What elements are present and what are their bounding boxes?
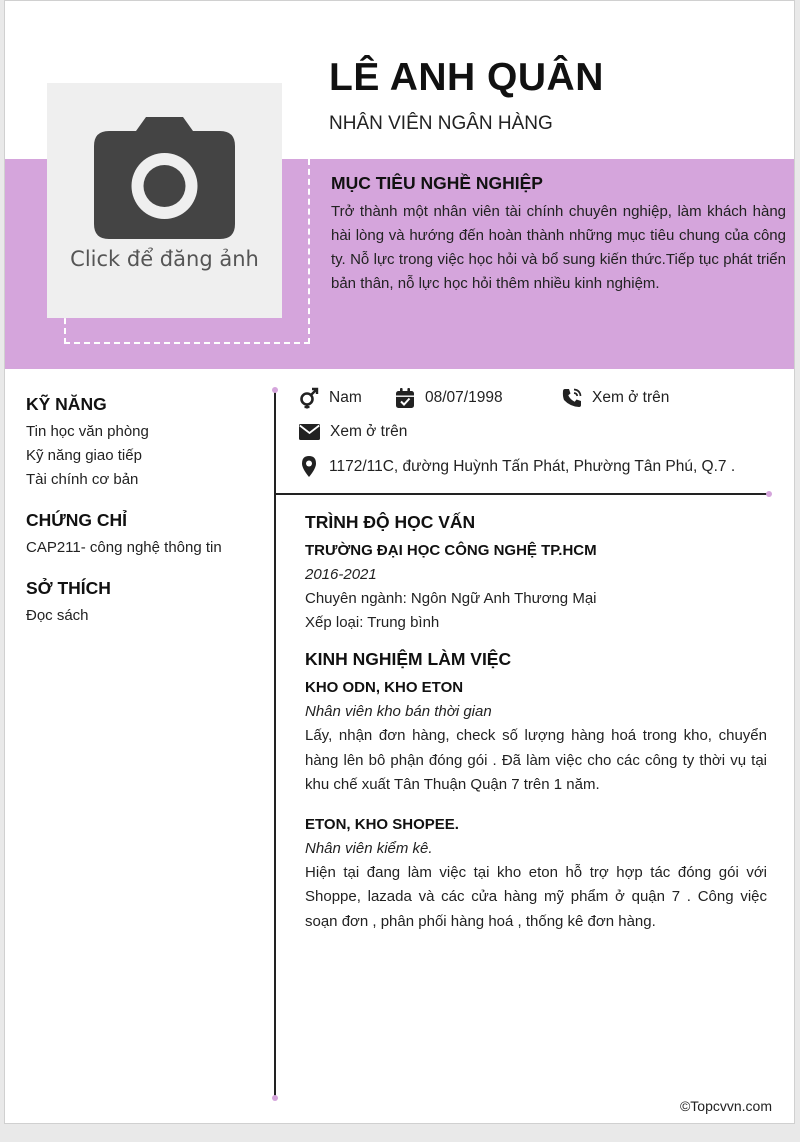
education-section xyxy=(305,512,767,635)
skills-title: KỸ NĂNG xyxy=(26,394,107,414)
candidate-name: LÊ ANH QUÂN xyxy=(329,56,604,99)
education-rank: Xếp loại: Trung bình xyxy=(305,614,440,631)
gender-row xyxy=(298,387,362,409)
location-pin-icon xyxy=(298,455,320,478)
career-objective-section xyxy=(331,173,786,296)
divider-dot xyxy=(272,387,278,393)
horizontal-divider xyxy=(274,493,770,495)
dob-value: 08/07/1998 xyxy=(425,389,503,406)
job-description: Hiện tại đang làm việc tại kho eton hỗ trợ hợp tác đóng gói với Shoppe, lazada và các cửa hàng mỹ phẩm ở quận 7 . Công việc soạn đơn , phân phối hàng hoá , thống kê đơn hàng. xyxy=(305,863,767,930)
divider-dot xyxy=(766,491,772,497)
camera-icon xyxy=(94,117,235,239)
experience-job xyxy=(305,676,767,798)
career-objective-text: Trở thành một nhân viên tài chính chuyên nghiệp, làm khách hàng hài lòng và hướng đến hoàn thành những mục tiêu chung của công ty. Nỗ lực trong việc học hỏi và bổ sung kiến thức.Tiếp tục phát triển bản thân, nỗ lực học hỏi thêm nhiều kinh nghiệm. xyxy=(331,203,786,292)
left-column xyxy=(26,394,266,646)
email-icon xyxy=(298,421,321,443)
experience-job xyxy=(305,813,767,935)
hobbies-title: SỞ THÍCH xyxy=(26,578,111,598)
cv-page xyxy=(4,0,795,1124)
job-company: KHO ODN, KHO ETON xyxy=(305,679,464,696)
phone-row xyxy=(561,387,669,409)
certificates-section xyxy=(26,510,266,560)
address-row xyxy=(298,455,735,478)
email-value: Xem ở trên xyxy=(330,423,408,440)
job-role: Nhân viên kiểm kê. xyxy=(305,839,433,857)
certificates-title: CHỨNG CHỈ xyxy=(26,510,128,530)
skill-item: Kỹ năng giao tiếp xyxy=(26,447,142,464)
education-period: 2016-2021 xyxy=(305,566,377,583)
calendar-icon xyxy=(394,387,416,409)
right-column xyxy=(305,512,767,934)
skills-section xyxy=(26,394,266,492)
photo-upload-caption: Click để đăng ảnh xyxy=(70,247,259,271)
job-description: Lấy, nhận đơn hàng, check số lượng hàng hoá trong kho, chuyển hàng lên bô phận đóng gói . Đã làm việc cho các công ty thời vụ tại khu chế xuất Tân Thuận Quận 7 trên 1 năm. xyxy=(305,727,767,793)
job-company: ETON, KHO SHOPEE. xyxy=(305,815,459,833)
candidate-job-title: NHÂN VIÊN NGÂN HÀNG xyxy=(329,113,553,134)
address-value: 1172/11C, đường Huỳnh Tấn Phát, Phường Tân Phú, Q.7 . xyxy=(329,457,736,475)
gender-value: Nam xyxy=(329,389,362,406)
phone-icon xyxy=(561,387,583,409)
hobby-item: Đọc sách xyxy=(26,607,89,624)
experience-section xyxy=(305,649,767,934)
divider-dot xyxy=(272,1095,278,1101)
dob-row xyxy=(394,387,503,409)
vertical-divider xyxy=(274,390,276,1098)
hobbies-section xyxy=(26,578,266,628)
footer-credit: ©Topcvvn.com xyxy=(679,1098,772,1114)
phone-value: Xem ở trên xyxy=(592,389,670,406)
education-title: TRÌNH ĐỘ HỌC VẤN xyxy=(305,512,476,532)
skill-item: Tài chính cơ bản xyxy=(26,471,139,488)
certificate-item: CAP211- công nghệ thông tin xyxy=(26,539,222,556)
photo-upload[interactable] xyxy=(47,83,282,318)
email-row xyxy=(298,421,407,443)
career-objective-title: MỤC TIÊU NGHỀ NGHIỆP xyxy=(331,173,543,193)
experience-title: KINH NGHIỆM LÀM VIỆC xyxy=(305,649,512,669)
education-major: Chuyên ngành: Ngôn Ngữ Anh Thương Mại xyxy=(305,590,597,607)
education-school: TRƯỜNG ĐẠI HỌC CÔNG NGHỆ TP.HCM xyxy=(305,542,597,559)
job-role: Nhân viên kho bán thời gian xyxy=(305,703,492,720)
skill-item: Tin học văn phòng xyxy=(26,423,149,440)
gender-icon xyxy=(298,387,320,409)
